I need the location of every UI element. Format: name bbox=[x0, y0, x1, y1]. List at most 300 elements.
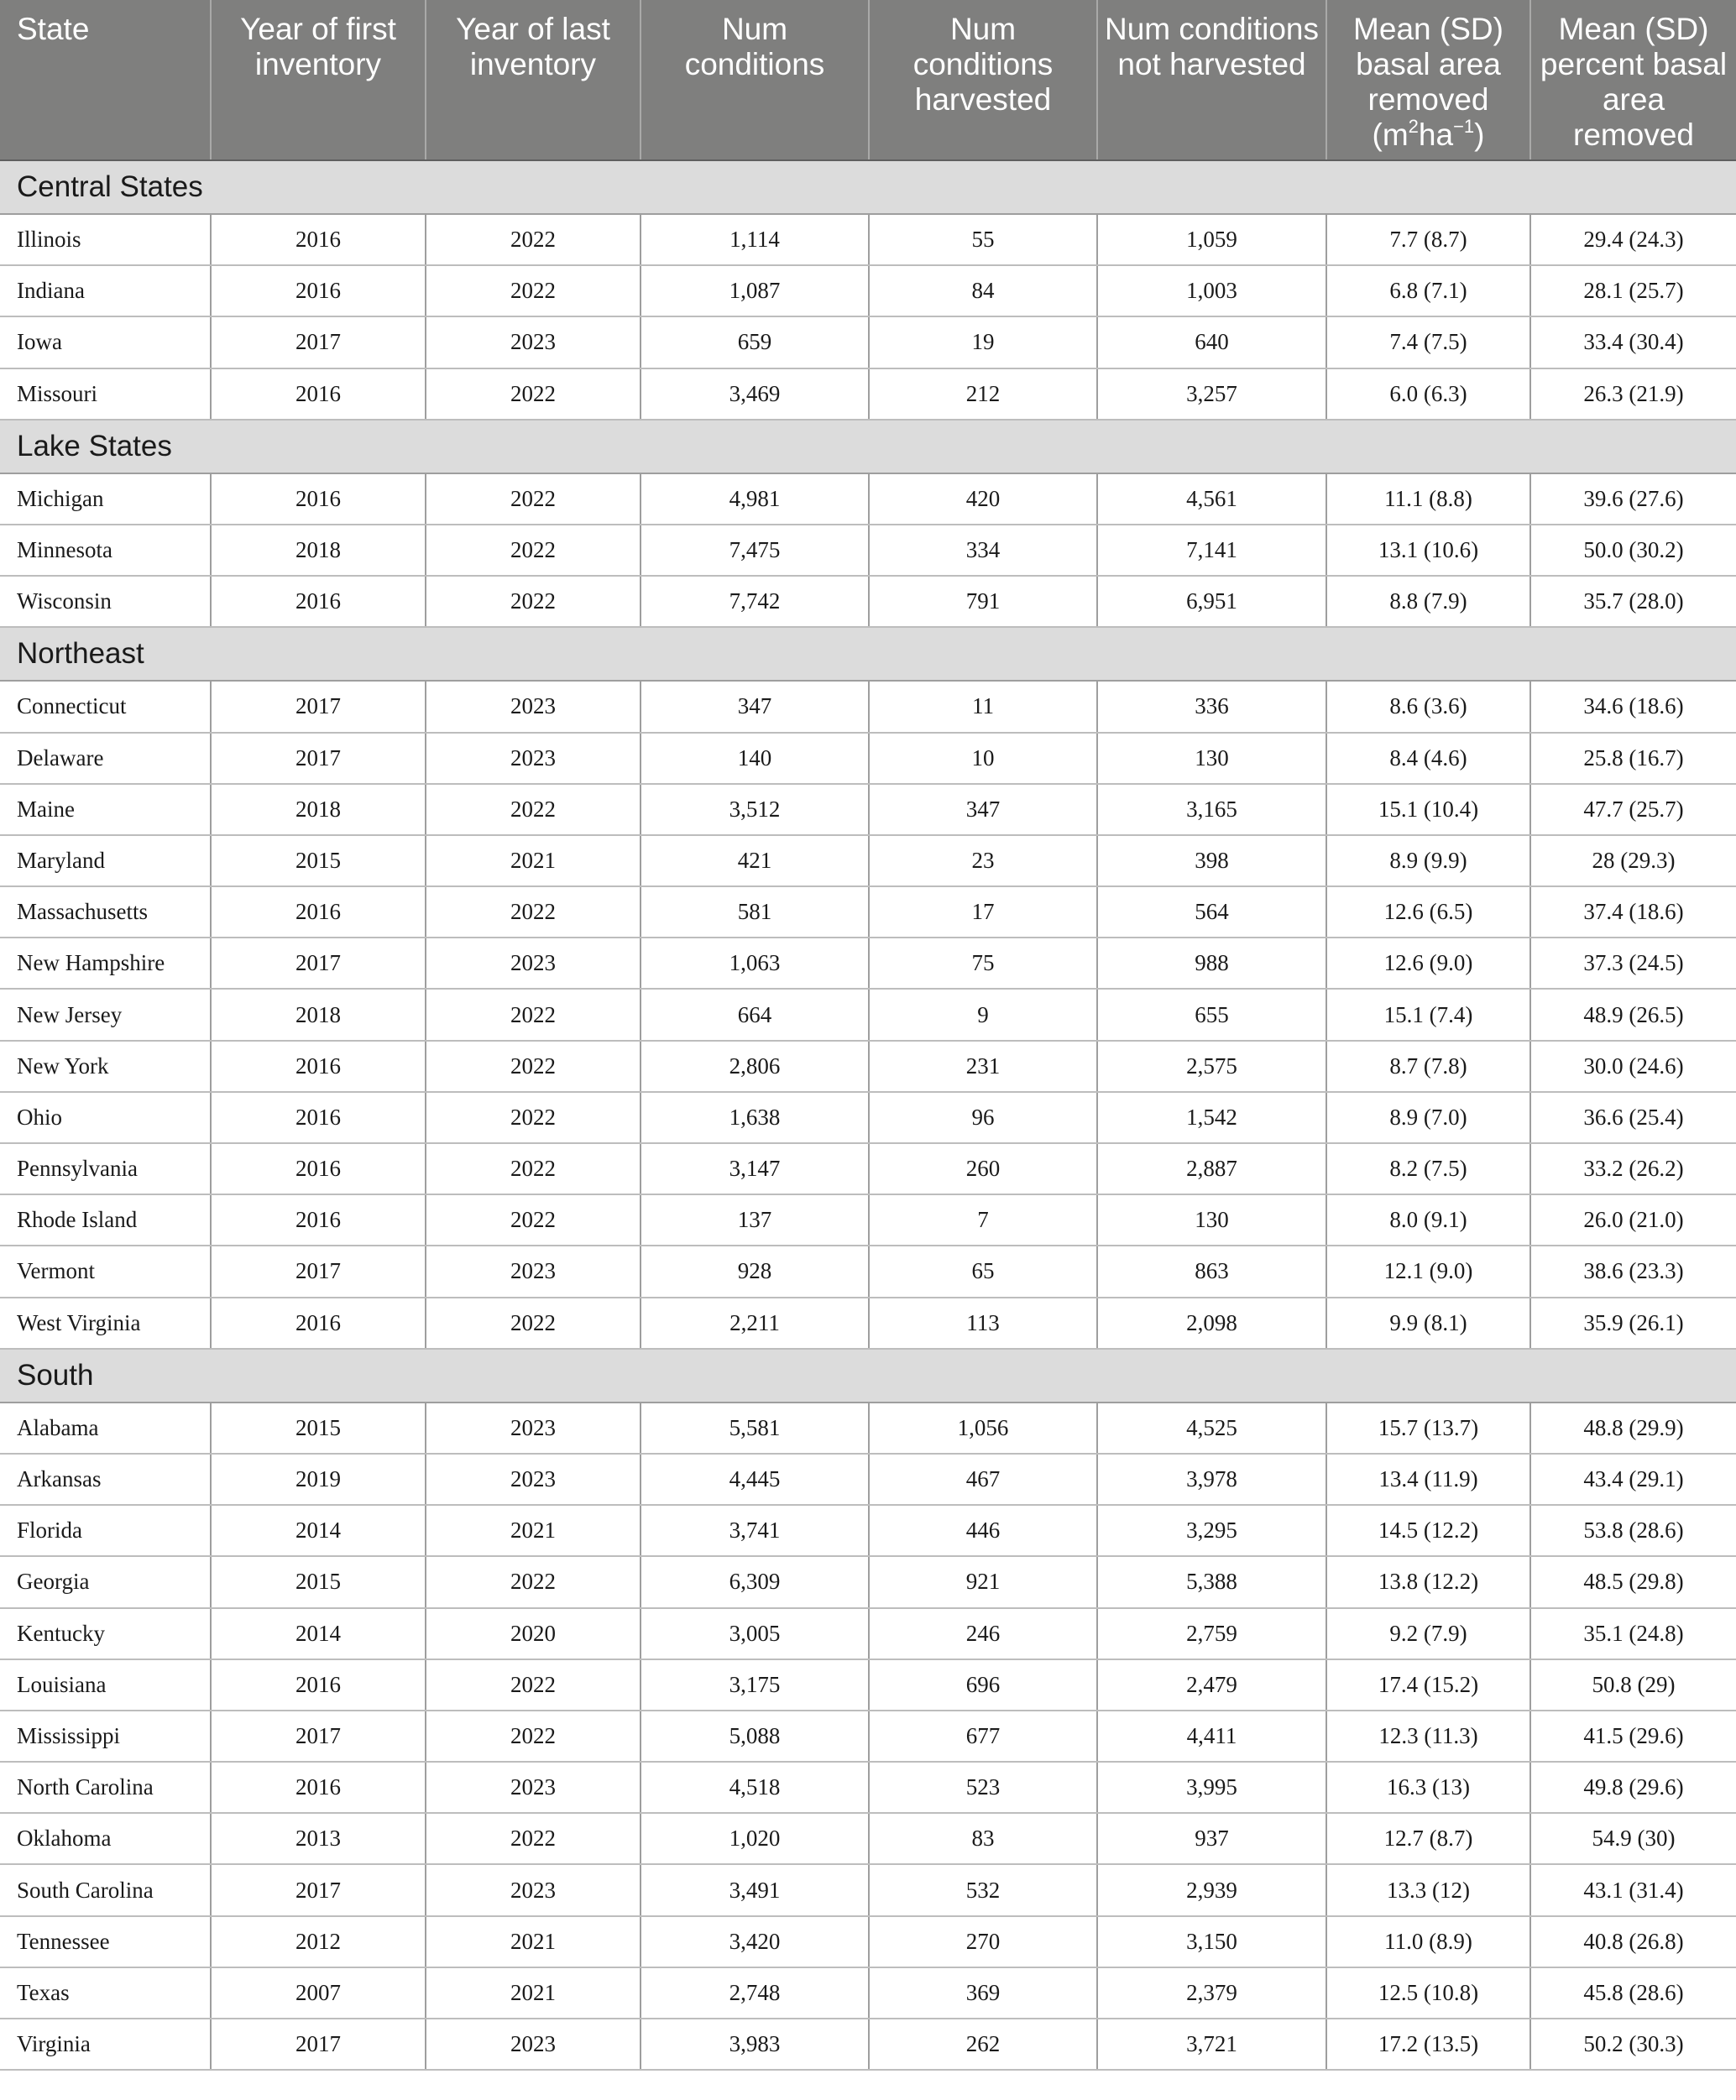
table-cell: 2017 bbox=[211, 2019, 426, 2070]
state-cell: Indiana bbox=[0, 265, 211, 316]
table-row bbox=[0, 1608, 1736, 1659]
header-mean-percent-basal: Mean (SD) percent basal area removed bbox=[1530, 0, 1736, 160]
state-cell: Mississippi bbox=[0, 1711, 211, 1762]
table-cell: 334 bbox=[869, 525, 1097, 576]
table-cell: 1,059 bbox=[1097, 214, 1326, 265]
table-cell: 43.4 (29.1) bbox=[1530, 1454, 1736, 1505]
table-row bbox=[0, 316, 1736, 368]
table-cell: 17.4 (15.2) bbox=[1326, 1659, 1530, 1711]
header-year-last: Year of last inventory bbox=[426, 0, 641, 160]
table-row bbox=[0, 1762, 1736, 1813]
table-cell: 347 bbox=[869, 784, 1097, 835]
table-cell: 2017 bbox=[211, 938, 426, 989]
table-cell: 2023 bbox=[426, 1403, 641, 1454]
table-cell: 2,887 bbox=[1097, 1143, 1326, 1194]
table-row bbox=[0, 886, 1736, 938]
table-cell: 12.6 (6.5) bbox=[1326, 886, 1530, 938]
table-cell: 369 bbox=[869, 1967, 1097, 2019]
state-cell: Missouri bbox=[0, 368, 211, 420]
table-cell: 4,561 bbox=[1097, 473, 1326, 525]
table-cell: 467 bbox=[869, 1454, 1097, 1505]
table-cell: 30.0 (24.6) bbox=[1530, 1041, 1736, 1092]
table-cell: 34.6 (18.6) bbox=[1530, 681, 1736, 732]
table-cell: 9 bbox=[869, 989, 1097, 1040]
header-num-harvested: Num conditions harvested bbox=[869, 0, 1097, 160]
table-row bbox=[0, 214, 1736, 265]
table-cell: 2015 bbox=[211, 1556, 426, 1607]
state-cell: Virginia bbox=[0, 2019, 211, 2070]
table-cell: 2021 bbox=[426, 1505, 641, 1556]
table-cell: 48.5 (29.8) bbox=[1530, 1556, 1736, 1607]
table-cell: 33.4 (30.4) bbox=[1530, 316, 1736, 368]
table-cell: 2021 bbox=[426, 835, 641, 886]
table-row bbox=[0, 525, 1736, 576]
table-cell: 2022 bbox=[426, 1194, 641, 1246]
header-state: State bbox=[0, 0, 211, 160]
table-cell: 2022 bbox=[426, 576, 641, 627]
table-cell: 36.6 (25.4) bbox=[1530, 1092, 1736, 1143]
table-cell: 17.2 (13.5) bbox=[1326, 2019, 1530, 2070]
table-cell: 398 bbox=[1097, 835, 1326, 886]
table-row bbox=[0, 784, 1736, 835]
table-cell: 2,939 bbox=[1097, 1864, 1326, 1915]
table-cell: 2016 bbox=[211, 1194, 426, 1246]
table-cell: 15.1 (7.4) bbox=[1326, 989, 1530, 1040]
table-cell: 2023 bbox=[426, 1454, 641, 1505]
table-cell: 28 (29.3) bbox=[1530, 835, 1736, 886]
table-cell: 2007 bbox=[211, 1967, 426, 2019]
table-cell: 25.8 (16.7) bbox=[1530, 733, 1736, 784]
table-cell: 1,003 bbox=[1097, 265, 1326, 316]
table-cell: 33.2 (26.2) bbox=[1530, 1143, 1736, 1194]
region-group-row bbox=[0, 420, 1736, 473]
table-cell: 3,469 bbox=[641, 368, 869, 420]
table-cell: 3,995 bbox=[1097, 1762, 1326, 1813]
header-mean-basal-area-label: Mean (SD) basal area removed bbox=[1353, 12, 1503, 117]
table-cell: 2018 bbox=[211, 784, 426, 835]
table-cell: 677 bbox=[869, 1711, 1097, 1762]
table-cell: 791 bbox=[869, 576, 1097, 627]
table-cell: 1,542 bbox=[1097, 1092, 1326, 1143]
state-cell: New Hampshire bbox=[0, 938, 211, 989]
table-cell: 4,411 bbox=[1097, 1711, 1326, 1762]
table-cell: 3,491 bbox=[641, 1864, 869, 1915]
table-cell: 11 bbox=[869, 681, 1097, 732]
table-cell: 15.1 (10.4) bbox=[1326, 784, 1530, 835]
table-cell: 2020 bbox=[426, 1608, 641, 1659]
table-cell: 564 bbox=[1097, 886, 1326, 938]
table-cell: 446 bbox=[869, 1505, 1097, 1556]
table-cell: 2016 bbox=[211, 368, 426, 420]
table-cell: 2022 bbox=[426, 1298, 641, 1349]
table-cell: 45.8 (28.6) bbox=[1530, 1967, 1736, 2019]
table-cell: 2016 bbox=[211, 214, 426, 265]
table-row bbox=[0, 1556, 1736, 1607]
table-cell: 2023 bbox=[426, 1762, 641, 1813]
state-cell: North Carolina bbox=[0, 1762, 211, 1813]
table-cell: 4,525 bbox=[1097, 1403, 1326, 1454]
header-mean-basal-area bbox=[1326, 0, 1530, 160]
table-row bbox=[0, 1813, 1736, 1864]
table-cell: 2017 bbox=[211, 681, 426, 732]
table-body bbox=[0, 160, 1736, 2070]
table-cell: 2015 bbox=[211, 835, 426, 886]
table-cell: 3,721 bbox=[1097, 2019, 1326, 2070]
table-cell: 2017 bbox=[211, 733, 426, 784]
table-cell: 8.9 (7.0) bbox=[1326, 1092, 1530, 1143]
table-cell: 12.1 (9.0) bbox=[1326, 1246, 1530, 1297]
table-cell: 8.2 (7.5) bbox=[1326, 1143, 1530, 1194]
table-cell: 3,978 bbox=[1097, 1454, 1326, 1505]
table-cell: 2023 bbox=[426, 938, 641, 989]
table-row bbox=[0, 2019, 1736, 2070]
table-row bbox=[0, 1041, 1736, 1092]
table-cell: 421 bbox=[641, 835, 869, 886]
table-cell: 3,147 bbox=[641, 1143, 869, 1194]
table-cell: 3,005 bbox=[641, 1608, 869, 1659]
table-cell: 8.9 (9.9) bbox=[1326, 835, 1530, 886]
table-cell: 53.8 (28.6) bbox=[1530, 1505, 1736, 1556]
table-row bbox=[0, 938, 1736, 989]
table-cell: 863 bbox=[1097, 1246, 1326, 1297]
state-cell: Oklahoma bbox=[0, 1813, 211, 1864]
table-cell: 2016 bbox=[211, 1143, 426, 1194]
table-cell: 17 bbox=[869, 886, 1097, 938]
table-cell: 7,475 bbox=[641, 525, 869, 576]
table-cell: 137 bbox=[641, 1194, 869, 1246]
table-cell: 2,379 bbox=[1097, 1967, 1326, 2019]
region-group-label: Central States bbox=[0, 160, 1736, 214]
table-cell: 2022 bbox=[426, 1143, 641, 1194]
table-row bbox=[0, 835, 1736, 886]
table-row bbox=[0, 1298, 1736, 1349]
table-row bbox=[0, 1454, 1736, 1505]
table-cell: 2016 bbox=[211, 1659, 426, 1711]
state-cell: South Carolina bbox=[0, 1864, 211, 1915]
table-cell: 2016 bbox=[211, 1298, 426, 1349]
table-cell: 928 bbox=[641, 1246, 869, 1297]
table-cell: 8.0 (9.1) bbox=[1326, 1194, 1530, 1246]
state-cell: Arkansas bbox=[0, 1454, 211, 1505]
state-cell: Georgia bbox=[0, 1556, 211, 1607]
table-cell: 7.4 (7.5) bbox=[1326, 316, 1530, 368]
table-cell: 6.0 (6.3) bbox=[1326, 368, 1530, 420]
table-cell: 246 bbox=[869, 1608, 1097, 1659]
table-cell: 4,518 bbox=[641, 1762, 869, 1813]
table-cell: 140 bbox=[641, 733, 869, 784]
table-row bbox=[0, 1194, 1736, 1246]
state-cell: Vermont bbox=[0, 1246, 211, 1297]
table-cell: 523 bbox=[869, 1762, 1097, 1813]
table-cell: 2016 bbox=[211, 473, 426, 525]
table-cell: 26.0 (21.0) bbox=[1530, 1194, 1736, 1246]
table-cell: 2022 bbox=[426, 989, 641, 1040]
table-cell: 2018 bbox=[211, 989, 426, 1040]
table-cell: 2022 bbox=[426, 1711, 641, 1762]
table-cell: 2013 bbox=[211, 1813, 426, 1864]
header-year-first: Year of first inventory bbox=[211, 0, 426, 160]
table-cell: 8.8 (7.9) bbox=[1326, 576, 1530, 627]
state-cell: Alabama bbox=[0, 1403, 211, 1454]
state-cell: Delaware bbox=[0, 733, 211, 784]
state-cell: Ohio bbox=[0, 1092, 211, 1143]
table-cell: 2022 bbox=[426, 1092, 641, 1143]
state-cell: Illinois bbox=[0, 214, 211, 265]
table-cell: 41.5 (29.6) bbox=[1530, 1711, 1736, 1762]
table-row bbox=[0, 265, 1736, 316]
table-cell: 40.8 (26.8) bbox=[1530, 1916, 1736, 1967]
table-cell: 532 bbox=[869, 1864, 1097, 1915]
state-cell: West Virginia bbox=[0, 1298, 211, 1349]
state-cell: Massachusetts bbox=[0, 886, 211, 938]
table-cell: 6.8 (7.1) bbox=[1326, 265, 1530, 316]
state-cell: Maine bbox=[0, 784, 211, 835]
table-cell: 54.9 (30) bbox=[1530, 1813, 1736, 1864]
table-cell: 23 bbox=[869, 835, 1097, 886]
region-group-row bbox=[0, 1349, 1736, 1403]
table-cell: 12.7 (8.7) bbox=[1326, 1813, 1530, 1864]
table-row bbox=[0, 1864, 1736, 1915]
table-cell: 39.6 (27.6) bbox=[1530, 473, 1736, 525]
table-cell: 2016 bbox=[211, 886, 426, 938]
table-cell: 655 bbox=[1097, 989, 1326, 1040]
table-cell: 9.2 (7.9) bbox=[1326, 1608, 1530, 1659]
table-cell: 96 bbox=[869, 1092, 1097, 1143]
table-row bbox=[0, 733, 1736, 784]
region-group-label: Northeast bbox=[0, 627, 1736, 681]
table-cell: 3,295 bbox=[1097, 1505, 1326, 1556]
state-cell: Connecticut bbox=[0, 681, 211, 732]
table-cell: 2019 bbox=[211, 1454, 426, 1505]
table-cell: 581 bbox=[641, 886, 869, 938]
table-cell: 640 bbox=[1097, 316, 1326, 368]
table-cell: 1,114 bbox=[641, 214, 869, 265]
table-cell: 2022 bbox=[426, 525, 641, 576]
table-cell: 3,175 bbox=[641, 1659, 869, 1711]
table-cell: 43.1 (31.4) bbox=[1530, 1864, 1736, 1915]
table-cell: 49.8 (29.6) bbox=[1530, 1762, 1736, 1813]
region-group-label: Lake States bbox=[0, 420, 1736, 473]
header-num-conditions: Num conditions bbox=[641, 0, 869, 160]
table-row bbox=[0, 473, 1736, 525]
table-cell: 7,141 bbox=[1097, 525, 1326, 576]
table-cell: 19 bbox=[869, 316, 1097, 368]
table-cell: 212 bbox=[869, 368, 1097, 420]
table-cell: 420 bbox=[869, 473, 1097, 525]
table-cell: 7,742 bbox=[641, 576, 869, 627]
table-cell: 83 bbox=[869, 1813, 1097, 1864]
table-cell: 2016 bbox=[211, 1041, 426, 1092]
table-cell: 2023 bbox=[426, 1246, 641, 1297]
table-cell: 2017 bbox=[211, 316, 426, 368]
table-cell: 13.3 (12) bbox=[1326, 1864, 1530, 1915]
table-cell: 2023 bbox=[426, 681, 641, 732]
table-cell: 2,211 bbox=[641, 1298, 869, 1349]
table-cell: 937 bbox=[1097, 1813, 1326, 1864]
table-cell: 2022 bbox=[426, 473, 641, 525]
table-cell: 3,150 bbox=[1097, 1916, 1326, 1967]
table-cell: 3,983 bbox=[641, 2019, 869, 2070]
table-cell: 65 bbox=[869, 1246, 1097, 1297]
state-cell: Wisconsin bbox=[0, 576, 211, 627]
table-cell: 659 bbox=[641, 316, 869, 368]
table-cell: 8.4 (4.6) bbox=[1326, 733, 1530, 784]
table-cell: 2016 bbox=[211, 1762, 426, 1813]
table-cell: 7 bbox=[869, 1194, 1097, 1246]
table-cell: 1,020 bbox=[641, 1813, 869, 1864]
table-cell: 2012 bbox=[211, 1916, 426, 1967]
region-group-row bbox=[0, 627, 1736, 681]
table-cell: 35.7 (28.0) bbox=[1530, 576, 1736, 627]
table-cell: 2021 bbox=[426, 1967, 641, 2019]
table-row bbox=[0, 1505, 1736, 1556]
table-cell: 10 bbox=[869, 733, 1097, 784]
table-cell: 28.1 (25.7) bbox=[1530, 265, 1736, 316]
table-row bbox=[0, 989, 1736, 1040]
state-cell: Minnesota bbox=[0, 525, 211, 576]
table-cell: 113 bbox=[869, 1298, 1097, 1349]
state-cell: Kentucky bbox=[0, 1608, 211, 1659]
table-cell: 696 bbox=[869, 1659, 1097, 1711]
table-cell: 988 bbox=[1097, 938, 1326, 989]
table-cell: 2016 bbox=[211, 576, 426, 627]
table-cell: 3,165 bbox=[1097, 784, 1326, 835]
table-cell: 2021 bbox=[426, 1916, 641, 1967]
table-cell: 2,806 bbox=[641, 1041, 869, 1092]
table-cell: 130 bbox=[1097, 733, 1326, 784]
table-cell: 37.3 (24.5) bbox=[1530, 938, 1736, 989]
state-cell: Maryland bbox=[0, 835, 211, 886]
table-cell: 84 bbox=[869, 265, 1097, 316]
table-cell: 5,388 bbox=[1097, 1556, 1326, 1607]
table-row bbox=[0, 1403, 1736, 1454]
table-cell: 2022 bbox=[426, 368, 641, 420]
table-row bbox=[0, 1246, 1736, 1297]
header-num-not-harvested: Num conditions not harvested bbox=[1097, 0, 1326, 160]
table-cell: 1,063 bbox=[641, 938, 869, 989]
table-cell: 13.1 (10.6) bbox=[1326, 525, 1530, 576]
table-cell: 2,575 bbox=[1097, 1041, 1326, 1092]
table-row bbox=[0, 1092, 1736, 1143]
table-cell: 35.9 (26.1) bbox=[1530, 1298, 1736, 1349]
table-cell: 50.0 (30.2) bbox=[1530, 525, 1736, 576]
table-cell: 13.8 (12.2) bbox=[1326, 1556, 1530, 1607]
table-cell: 75 bbox=[869, 938, 1097, 989]
region-group-label: South bbox=[0, 1349, 1736, 1403]
table-cell: 4,445 bbox=[641, 1454, 869, 1505]
state-cell: Iowa bbox=[0, 316, 211, 368]
table-cell: 48.9 (26.5) bbox=[1530, 989, 1736, 1040]
table-cell: 3,741 bbox=[641, 1505, 869, 1556]
table-cell: 2016 bbox=[211, 265, 426, 316]
table-cell: 664 bbox=[641, 989, 869, 1040]
table-row bbox=[0, 1659, 1736, 1711]
table-cell: 2022 bbox=[426, 1659, 641, 1711]
state-cell: New York bbox=[0, 1041, 211, 1092]
table-cell: 3,420 bbox=[641, 1916, 869, 1967]
table-cell: 3,257 bbox=[1097, 368, 1326, 420]
table-row bbox=[0, 1143, 1736, 1194]
table-cell: 2023 bbox=[426, 733, 641, 784]
table-cell: 2017 bbox=[211, 1864, 426, 1915]
table-row bbox=[0, 576, 1736, 627]
table-cell: 1,056 bbox=[869, 1403, 1097, 1454]
table-cell: 37.4 (18.6) bbox=[1530, 886, 1736, 938]
table-cell: 260 bbox=[869, 1143, 1097, 1194]
table-row bbox=[0, 681, 1736, 732]
table-cell: 15.7 (13.7) bbox=[1326, 1403, 1530, 1454]
table-cell: 55 bbox=[869, 214, 1097, 265]
table-header bbox=[0, 0, 1736, 160]
table-cell: 1,638 bbox=[641, 1092, 869, 1143]
table-cell: 2022 bbox=[426, 265, 641, 316]
table-cell: 2,098 bbox=[1097, 1298, 1326, 1349]
table-row bbox=[0, 1711, 1736, 1762]
table-cell: 47.7 (25.7) bbox=[1530, 784, 1736, 835]
table-cell: 347 bbox=[641, 681, 869, 732]
table-cell: 38.6 (23.3) bbox=[1530, 1246, 1736, 1297]
table-cell: 2,748 bbox=[641, 1967, 869, 2019]
table-cell: 8.6 (3.6) bbox=[1326, 681, 1530, 732]
table-row bbox=[0, 1967, 1736, 2019]
table-cell: 2,759 bbox=[1097, 1608, 1326, 1659]
table-cell: 13.4 (11.9) bbox=[1326, 1454, 1530, 1505]
table-cell: 270 bbox=[869, 1916, 1097, 1967]
table-cell: 14.5 (12.2) bbox=[1326, 1505, 1530, 1556]
table-cell: 2023 bbox=[426, 2019, 641, 2070]
table-cell: 2018 bbox=[211, 525, 426, 576]
table-cell: 7.7 (8.7) bbox=[1326, 214, 1530, 265]
table-cell: 12.3 (11.3) bbox=[1326, 1711, 1530, 1762]
table-cell: 50.8 (29) bbox=[1530, 1659, 1736, 1711]
table-cell: 2014 bbox=[211, 1608, 426, 1659]
table-cell: 12.6 (9.0) bbox=[1326, 938, 1530, 989]
table-cell: 2017 bbox=[211, 1711, 426, 1762]
table-cell: 2022 bbox=[426, 214, 641, 265]
table-cell: 2023 bbox=[426, 1864, 641, 1915]
table-cell: 2014 bbox=[211, 1505, 426, 1556]
table-cell: 5,581 bbox=[641, 1403, 869, 1454]
table-cell: 6,951 bbox=[1097, 576, 1326, 627]
table-cell: 12.5 (10.8) bbox=[1326, 1967, 1530, 2019]
table-cell: 2016 bbox=[211, 1092, 426, 1143]
table-cell: 262 bbox=[869, 2019, 1097, 2070]
state-cell: Florida bbox=[0, 1505, 211, 1556]
table-cell: 4,981 bbox=[641, 473, 869, 525]
state-cell: Michigan bbox=[0, 473, 211, 525]
table-cell: 2017 bbox=[211, 1246, 426, 1297]
table-cell: 2022 bbox=[426, 1041, 641, 1092]
state-cell: New Jersey bbox=[0, 989, 211, 1040]
table-cell: 8.7 (7.8) bbox=[1326, 1041, 1530, 1092]
table-cell: 921 bbox=[869, 1556, 1097, 1607]
table-cell: 2022 bbox=[426, 1813, 641, 1864]
table-cell: 11.1 (8.8) bbox=[1326, 473, 1530, 525]
state-cell: Louisiana bbox=[0, 1659, 211, 1711]
region-group-row bbox=[0, 160, 1736, 214]
table-cell: 2023 bbox=[426, 316, 641, 368]
table-cell: 5,088 bbox=[641, 1711, 869, 1762]
table-cell: 35.1 (24.8) bbox=[1530, 1608, 1736, 1659]
table-cell: 336 bbox=[1097, 681, 1326, 732]
table-cell: 26.3 (21.9) bbox=[1530, 368, 1736, 420]
table-cell: 2,479 bbox=[1097, 1659, 1326, 1711]
table-cell: 2022 bbox=[426, 1556, 641, 1607]
table-cell: 48.8 (29.9) bbox=[1530, 1403, 1736, 1454]
table-cell: 231 bbox=[869, 1041, 1097, 1092]
table-row bbox=[0, 368, 1736, 420]
table-cell: 2015 bbox=[211, 1403, 426, 1454]
